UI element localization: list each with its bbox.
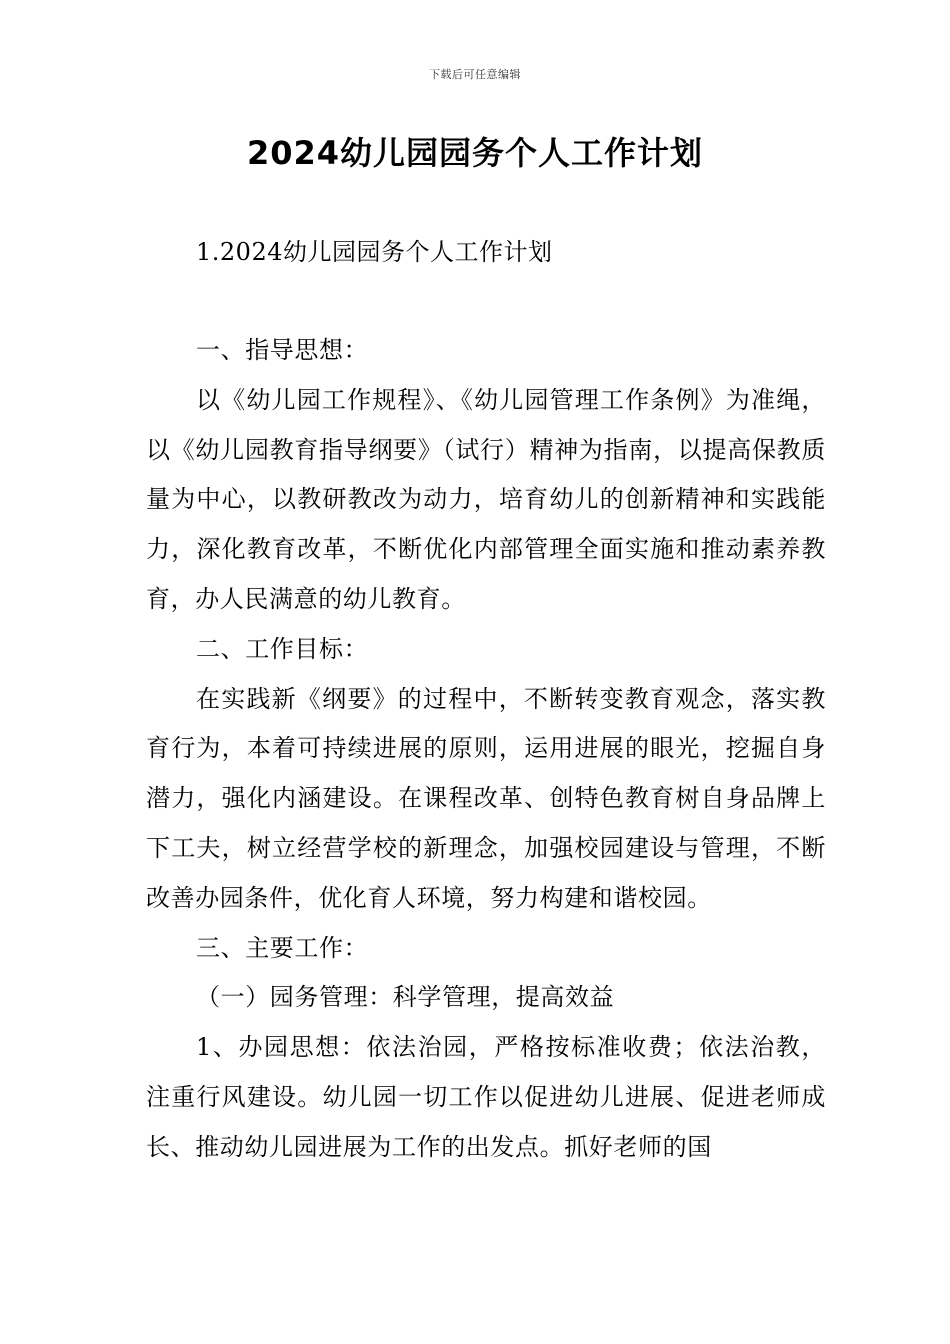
paragraph-guiding-thought: 以《幼儿园工作规程》、《幼儿园管理工作条例》为准绳，以《幼儿园教育指导纲要》（试行）精神为指南，以提高保教质量为中心，以教研教改为动力，培育幼儿的创新精神和实践能力，深化教育改革，不断优化内部管理全面实施和推动素养教育，办人民满意的幼儿教育。 (146, 385, 826, 613)
header-note: 下载后可任意编辑 (429, 68, 521, 81)
subsection-heading-management: （一）园务管理：科学管理，提高效益 (196, 983, 615, 1012)
paragraph-school-philosophy: 1、办园思想：依法治园，严格按标准收费；依法治教，注重行风建设。幼儿园一切工作以促进幼儿进展、促进老师成长、推动幼儿园进展为工作的出发点。抓好老师的国 (146, 1033, 826, 1161)
paragraph-work-goals: 在实践新《纲要》的过程中，不断转变教育观念，落实教育行为，本着可持续进展的原则，运用进展的眼光，挖掘自身潜力，强化内涵建设。在课程改革、创特色教育树自身品牌上下工夫，树立经营学校的新理念，加强校园建设与管理，不断改善办园条件，优化育人环境，努力构建和谐校园。 (146, 684, 826, 912)
document-subtitle: 1.2024幼儿园园务个人工作计划 (196, 238, 553, 266)
document-title: 2024幼儿园园务个人工作计划 (246, 134, 704, 172)
section-heading-guiding-thought: 一、指导思想： (196, 336, 369, 364)
document-body (146, 326, 826, 1173)
section-heading-work-goals: 二、工作目标： (196, 634, 369, 663)
section-heading-main-work: 三、主要工作： (196, 933, 369, 962)
